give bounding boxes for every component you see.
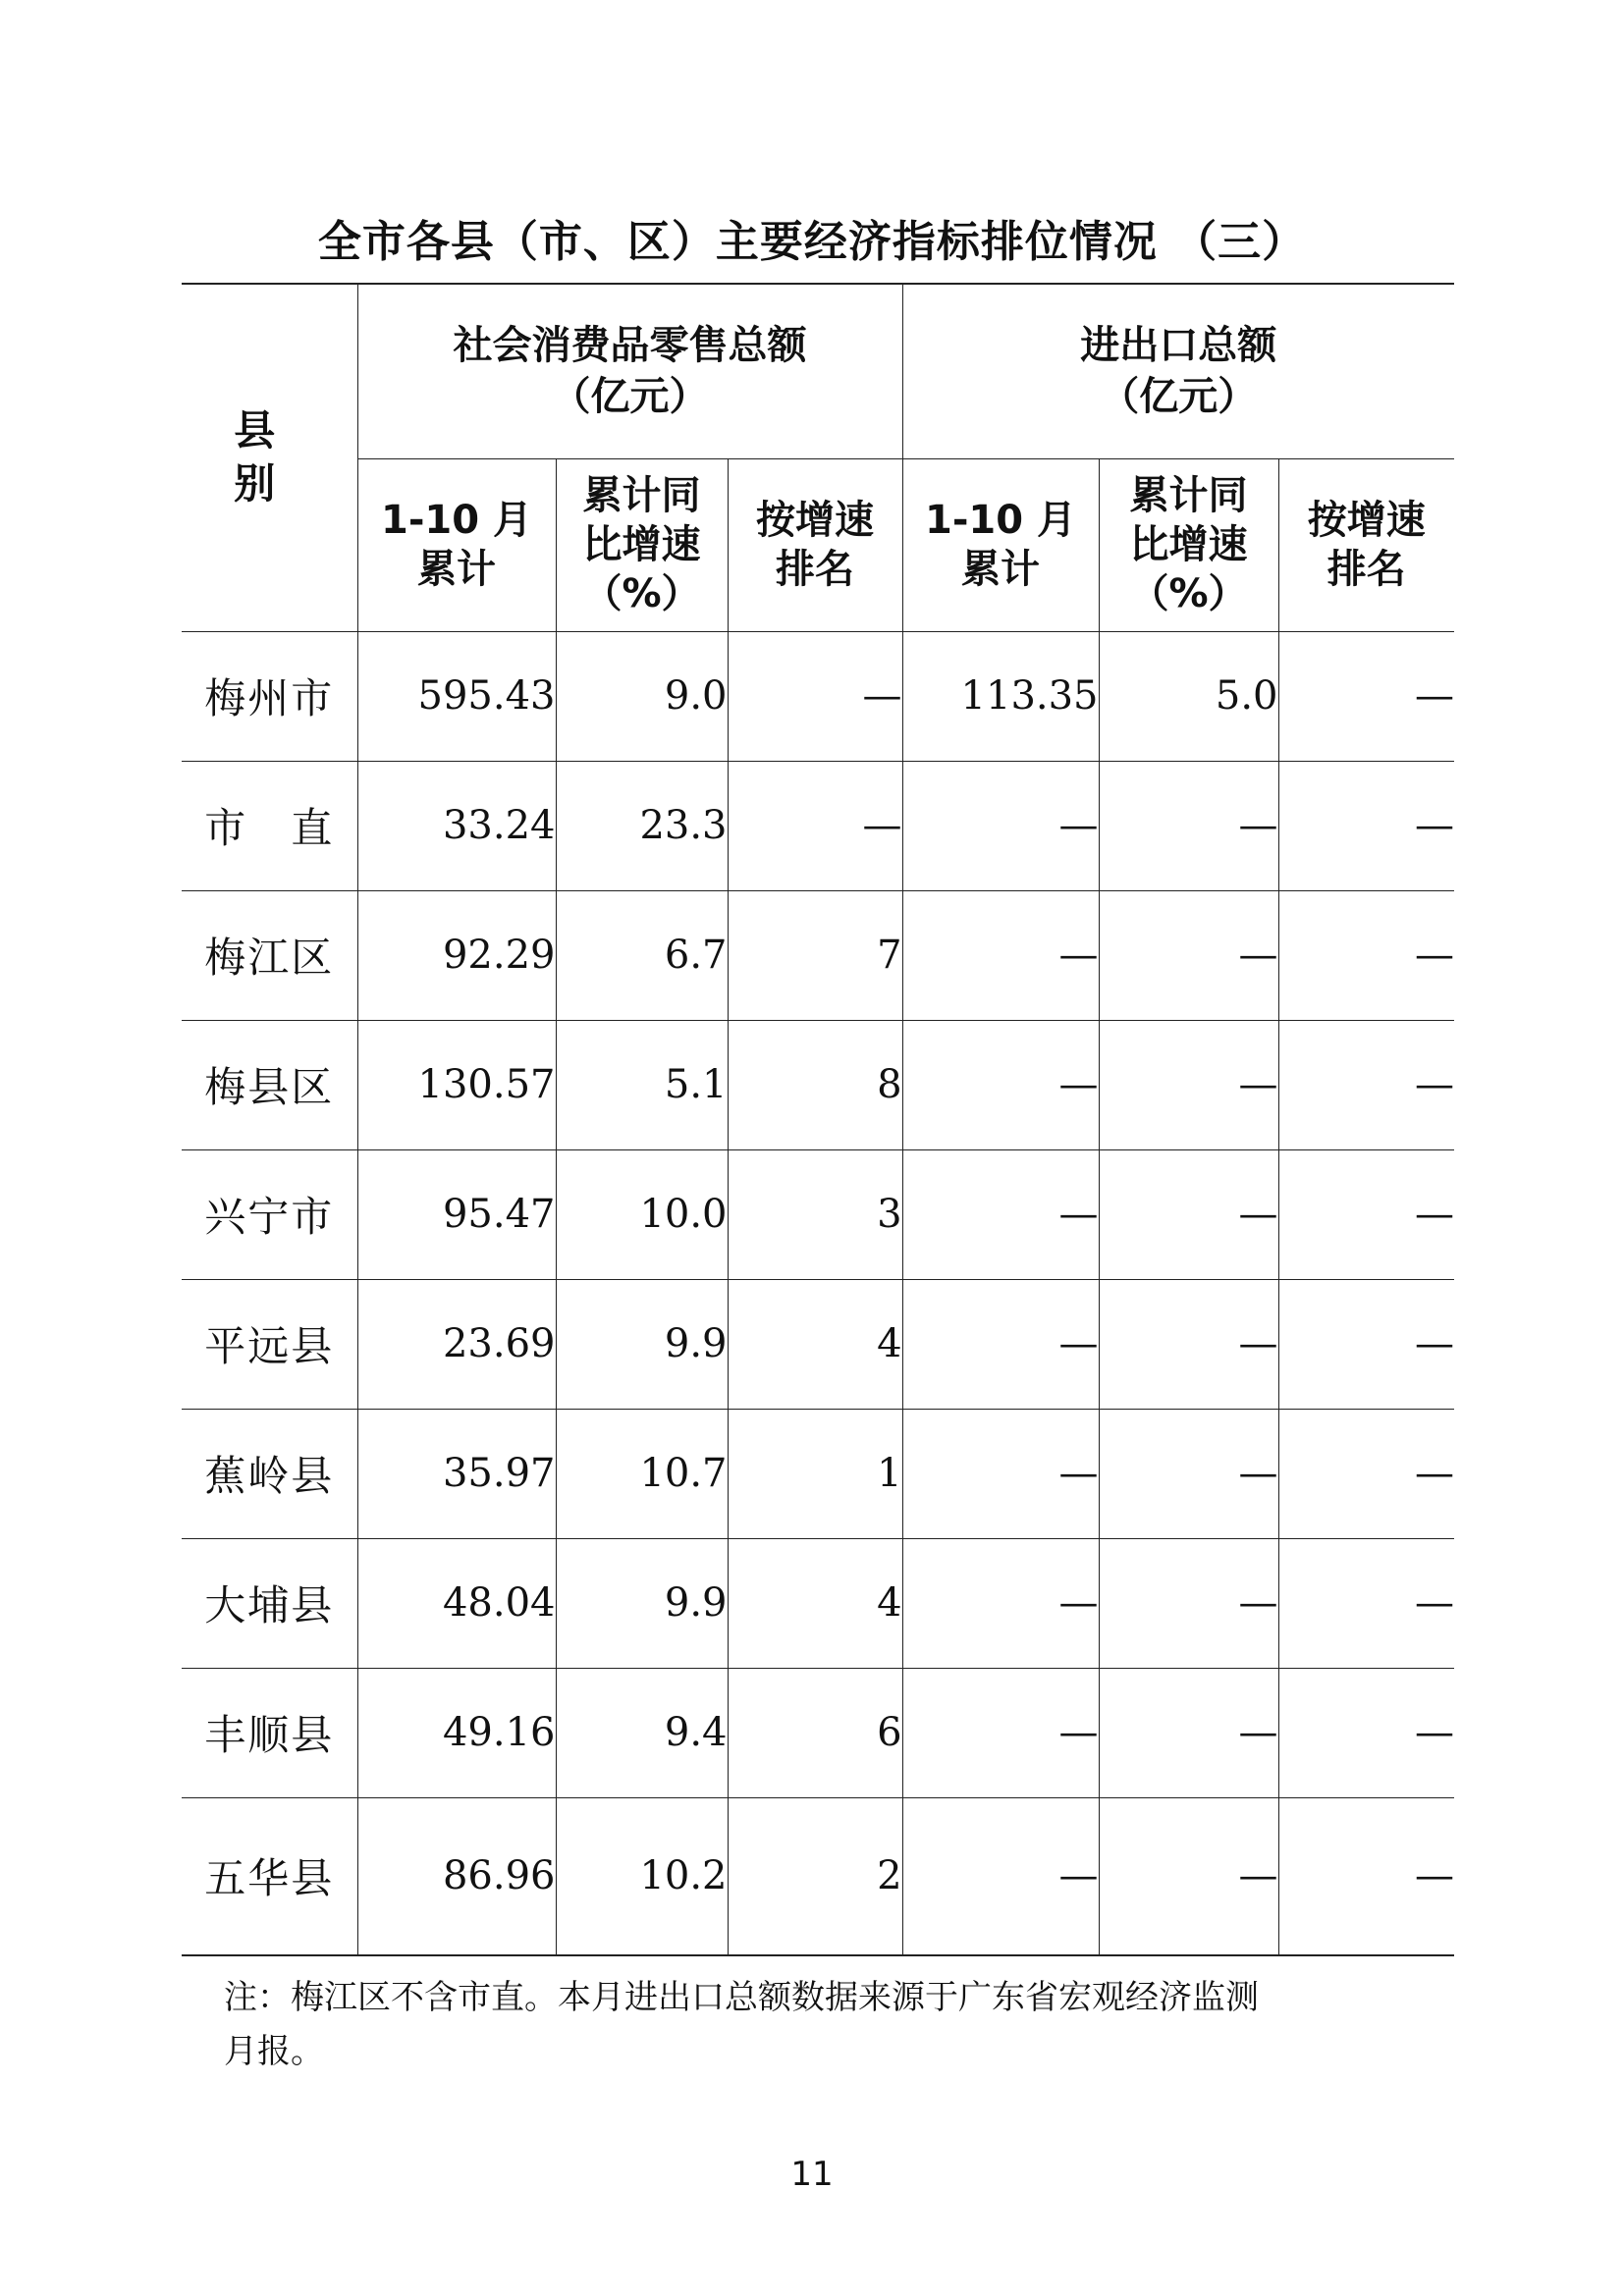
trade-cumulative: — <box>902 1797 1099 1955</box>
retail-rank: 4 <box>728 1538 902 1668</box>
header-trade-rank <box>1278 458 1454 631</box>
indicator-table <box>182 283 1454 1956</box>
page-title: 全市各县（市、区）主要经济指标排位情况 （三） <box>317 217 1307 267</box>
trade-rank: — <box>1278 1538 1454 1668</box>
header-growth-line1: 累计同 <box>582 473 701 518</box>
header-retail-unit: （亿元） <box>551 374 709 420</box>
retail-cumulative: 92.29 <box>357 890 556 1020</box>
retail-growth: 23.3 <box>556 761 728 890</box>
table-row <box>182 1020 1454 1149</box>
county-name: 丰顺县 <box>182 1668 357 1797</box>
retail-cumulative: 86.96 <box>357 1797 556 1955</box>
page-number: 11 <box>790 2155 834 2194</box>
trade-cumulative: — <box>902 1279 1099 1409</box>
header-retail-group <box>357 284 902 458</box>
retail-cumulative: 23.69 <box>357 1279 556 1409</box>
trade-cumulative: — <box>902 1020 1099 1149</box>
header-growth-line3: （%） <box>1129 571 1248 616</box>
header-trade-unit: （亿元） <box>1100 374 1258 420</box>
trade-growth: — <box>1099 1797 1278 1955</box>
header-retail-cumulative <box>357 458 556 631</box>
table-row <box>182 1149 1454 1279</box>
header-row-group <box>182 284 1454 458</box>
trade-rank: — <box>1278 1668 1454 1797</box>
header-rank-line1: 按增速 <box>756 498 874 543</box>
trade-rank: — <box>1278 890 1454 1020</box>
header-retail-name: 社会消费品零售总额 <box>453 323 807 369</box>
retail-cumulative: 49.16 <box>357 1668 556 1797</box>
retail-growth: 9.0 <box>556 631 728 761</box>
trade-rank: — <box>1278 1279 1454 1409</box>
retail-growth: 9.9 <box>556 1279 728 1409</box>
retail-rank: 3 <box>728 1149 902 1279</box>
retail-growth: 10.7 <box>556 1409 728 1538</box>
header-row-sub <box>182 458 1454 631</box>
retail-growth: 10.2 <box>556 1797 728 1955</box>
trade-growth: — <box>1099 761 1278 890</box>
trade-cumulative: — <box>902 1538 1099 1668</box>
trade-rank: — <box>1278 631 1454 761</box>
retail-cumulative: 130.57 <box>357 1020 556 1149</box>
trade-growth: — <box>1099 1409 1278 1538</box>
retail-rank: 4 <box>728 1279 902 1409</box>
trade-growth: — <box>1099 1668 1278 1797</box>
header-county: 县 别 <box>182 284 357 631</box>
table-row <box>182 1668 1454 1797</box>
retail-rank: 8 <box>728 1020 902 1149</box>
trade-cumulative: — <box>902 761 1099 890</box>
trade-rank: — <box>1278 761 1454 890</box>
header-cum-line1: 1-10 月 <box>380 498 533 543</box>
header-rank-line2: 排名 <box>1326 547 1406 592</box>
trade-cumulative: — <box>902 1668 1099 1797</box>
footnote <box>224 1971 1441 2079</box>
retail-cumulative: 595.43 <box>357 631 556 761</box>
county-name: 五华县 <box>182 1797 357 1955</box>
retail-growth: 10.0 <box>556 1149 728 1279</box>
trade-rank: — <box>1278 1797 1454 1955</box>
table-row <box>182 1797 1454 1955</box>
header-cum-line1: 1-10 月 <box>925 498 1077 543</box>
retail-growth: 6.7 <box>556 890 728 1020</box>
county-name: 兴宁市 <box>182 1149 357 1279</box>
footnote-line1: 注：梅江区不含市直。本月进出口总额数据来源于广东省宏观经济监测 <box>224 1978 1259 2017</box>
trade-cumulative: — <box>902 1149 1099 1279</box>
header-trade-group <box>902 284 1454 458</box>
header-growth-line2: 比增速 <box>582 522 701 567</box>
retail-cumulative: 33.24 <box>357 761 556 890</box>
trade-rank: — <box>1278 1020 1454 1149</box>
county-name: 平远县 <box>182 1279 357 1409</box>
county-name: 梅江区 <box>182 890 357 1020</box>
header-growth-line3: （%） <box>582 571 701 616</box>
trade-cumulative: 113.35 <box>902 631 1099 761</box>
county-name: 大埔县 <box>182 1538 357 1668</box>
retail-growth: 5.1 <box>556 1020 728 1149</box>
table-row <box>182 1279 1454 1409</box>
retail-cumulative: 35.97 <box>357 1409 556 1538</box>
trade-growth: — <box>1099 890 1278 1020</box>
header-cum-line2: 累计 <box>417 547 496 592</box>
header-growth-line2: 比增速 <box>1129 522 1248 567</box>
retail-growth: 9.9 <box>556 1538 728 1668</box>
trade-rank: — <box>1278 1409 1454 1538</box>
retail-cumulative: 95.47 <box>357 1149 556 1279</box>
county-name: 蕉岭县 <box>182 1409 357 1538</box>
header-rank-line1: 按增速 <box>1307 498 1426 543</box>
retail-rank: — <box>728 631 902 761</box>
retail-growth: 9.4 <box>556 1668 728 1797</box>
header-trade-name: 进出口总额 <box>1080 323 1277 369</box>
header-trade-cumulative <box>902 458 1099 631</box>
header-trade-growth <box>1099 458 1278 631</box>
table-row <box>182 1538 1454 1668</box>
header-retail-rank <box>728 458 902 631</box>
header-growth-line1: 累计同 <box>1129 473 1248 518</box>
table-row <box>182 761 1454 890</box>
retail-rank: — <box>728 761 902 890</box>
table-row <box>182 631 1454 761</box>
trade-growth: — <box>1099 1279 1278 1409</box>
header-rank-line2: 排名 <box>776 547 854 592</box>
retail-rank: 2 <box>728 1797 902 1955</box>
retail-rank: 6 <box>728 1668 902 1797</box>
trade-growth: — <box>1099 1538 1278 1668</box>
county-name: 市 直 <box>182 761 357 890</box>
trade-cumulative: — <box>902 1409 1099 1538</box>
header-cum-line2: 累计 <box>961 547 1041 592</box>
table-row <box>182 1409 1454 1538</box>
header-retail-growth <box>556 458 728 631</box>
footnote-line2: 月报。 <box>224 2032 324 2071</box>
table-row <box>182 890 1454 1020</box>
trade-growth: 5.0 <box>1099 631 1278 761</box>
retail-cumulative: 48.04 <box>357 1538 556 1668</box>
county-name: 梅州市 <box>182 631 357 761</box>
trade-growth: — <box>1099 1149 1278 1279</box>
trade-growth: — <box>1099 1020 1278 1149</box>
retail-rank: 7 <box>728 890 902 1020</box>
county-name: 梅县区 <box>182 1020 357 1149</box>
trade-rank: — <box>1278 1149 1454 1279</box>
retail-rank: 1 <box>728 1409 902 1538</box>
trade-cumulative: — <box>902 890 1099 1020</box>
